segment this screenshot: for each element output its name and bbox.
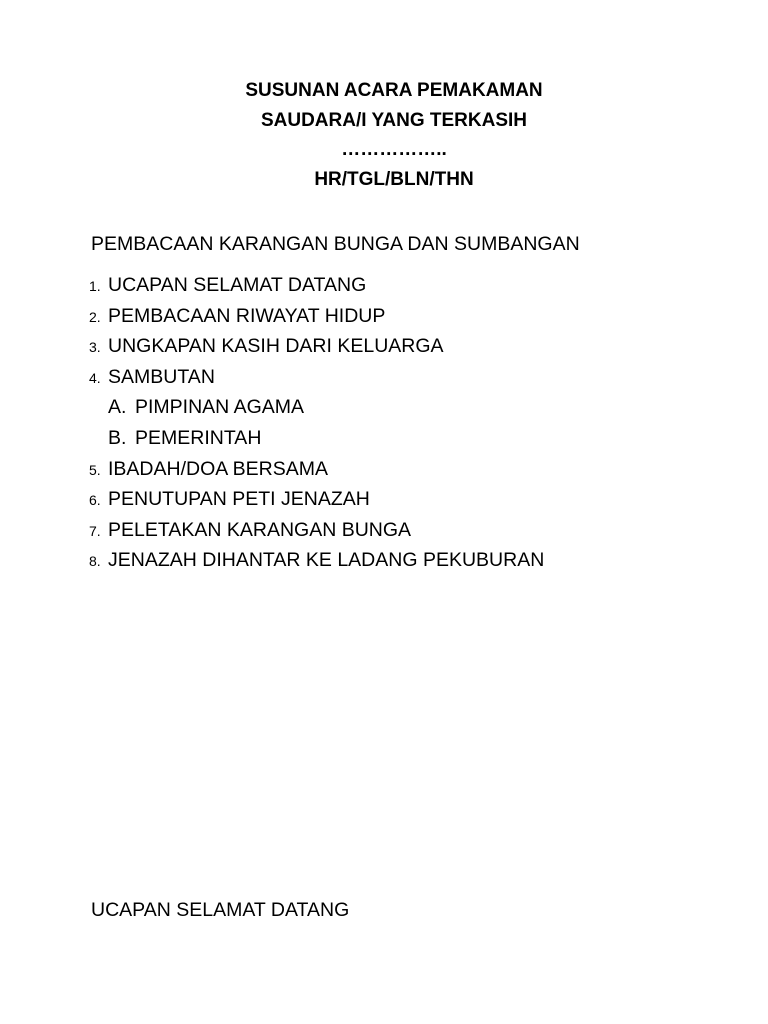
agenda-item-text: UNGKAPAN KASIH DARI KELUARGA: [108, 335, 444, 358]
agenda-item-number: 2.: [89, 308, 101, 325]
agenda-item: [89, 331, 544, 362]
header-title: SUSUNAN ACARA PEMAKAMAN: [245, 80, 543, 101]
header-name-placeholder: ……………..: [341, 139, 447, 160]
agenda-item: [89, 454, 544, 485]
agenda-sub-item-text: PIMPINAN AGAMA: [135, 396, 305, 419]
agenda-item-number: 8.: [89, 553, 101, 570]
agenda-item-text: PENUTUPAN PETI JENAZAH: [108, 488, 370, 511]
agenda-item-number: 7.: [89, 522, 101, 539]
agenda-item: [89, 362, 544, 393]
agenda-sub-item-letter: B.: [108, 426, 127, 449]
agenda-item-text: JENAZAH DIHANTAR KE LADANG PEKUBURAN: [108, 549, 545, 572]
document-header: [0, 76, 768, 194]
agenda-sub-item-text: PEMERINTAH: [135, 426, 262, 449]
agenda-item-number: 1.: [89, 278, 101, 294]
agenda-item: [89, 484, 544, 515]
header-subtitle: SAUDARA/I YANG TERKASIH: [260, 109, 528, 131]
agenda-item-text: PELETAKAN KARANGAN BUNGA: [108, 518, 412, 541]
section-title: PEMBACAAN KARANGAN BUNGA DAN SUMBANGAN: [91, 233, 580, 255]
agenda-sub-item: [89, 392, 544, 423]
agenda-item-text: SAMBUTAN: [108, 365, 215, 388]
agenda-sub-item: [89, 423, 544, 454]
agenda-item: [89, 270, 544, 301]
agenda-sub-item-letter: A.: [108, 396, 127, 419]
agenda-item: [89, 515, 544, 546]
header-date-placeholder: HR/TGL/BLN/THN: [314, 168, 474, 190]
agenda-item-text: PEMBACAAN RIWAYAT HIDUP: [108, 304, 386, 327]
agenda-item: [89, 545, 544, 576]
agenda-item-text: UCAPAN SELAMAT DATANG: [108, 274, 367, 296]
agenda-item-text: IBADAH/DOA BERSAMA: [108, 457, 328, 480]
agenda-item-number: 3.: [89, 339, 101, 356]
agenda-list: [89, 270, 544, 576]
agenda-item: [89, 301, 544, 332]
agenda-item-number: 6.: [89, 492, 101, 509]
agenda-item-number: 4.: [89, 369, 101, 386]
next-section-heading: UCAPAN SELAMAT DATANG: [91, 899, 350, 921]
agenda-item-number: 5.: [89, 461, 101, 478]
